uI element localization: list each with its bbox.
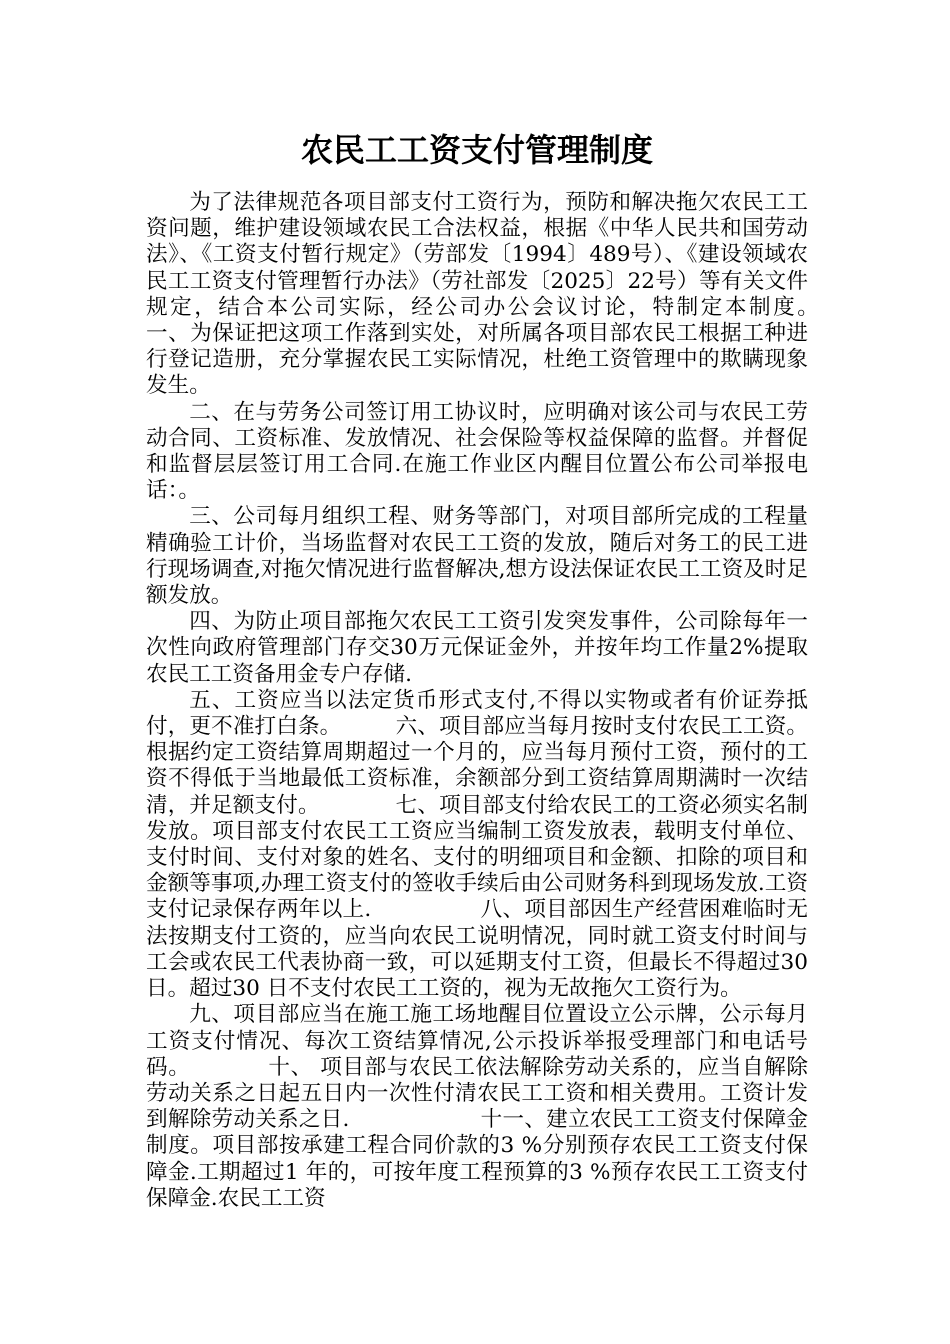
paragraph-intro: 为了法律规范各项目部支付工资行为，预防和解决拖欠农民工工资问题，维护建设领域农民工合法权益，根据《中华人民共和国劳动法》、《工资支付暂行规定》（劳部发〔1994〕489号）、《建设领域农民工工资支付管理暂行办法》（劳社部发〔2025〕22号）等有关文件规定，结合本公司实际，经公司办公会议讨论，特制定本制度。 一、为保证把这项工作落到实处，对所属各项目部农民工根据工种进行登记造册，充分掌握农民工实际情况，杜绝工资管理中的欺瞒现象发生。 bbox=[146, 190, 895, 399]
paragraph-article-2: 二、在与劳务公司签订用工协议时，应明确对该公司与农民工劳动合同、工资标准、发放情况、社会保险等权益保障的监督。并督促和监督层层签订用工合同.在施工作业区内醒目位置公布公司举报电话：。 bbox=[146, 399, 808, 504]
paragraph-article-5-8: 五、工资应当以法定货币形式支付,不得以实物或者有价证券抵付，更不准打白条。 六、项目部应当每月按时支付农民工工资。根据约定工资结算周期超过一个月的，应当每月预付工资，预付的工资不得低于当地最低工资标准，余额部分到工资结算周期满时一次结清，并足额支付。 七、项目部支付给农民工的工资必须实名制发放。项目部支付农民工工资应当编制工资发放表，载明支付单位、支付时间、支付对象的姓名、支付的明细项目和金额、扣除的项目和金额等事项,办理工资支付的签收手续后由公司财务科到现场发放.工资支付记录保存两年以上. 八、项目部因生产经营困难临时无法按期支付工资的，应当向农民工说明情况，同时就工资支付时间与工会或农民工代表协商一致，可以延期支付工资，但最长不得超过30 日。超过30 日不支付农民工工资的，视为无故拖欠工资行为。 bbox=[146, 687, 808, 1002]
paragraph-article-3: 三、公司每月组织工程、财务等部门，对项目部所完成的工程量精确验工计价，当场监督对农民工工资的发放，随后对务工的民工进行现场调查,对拖欠情况进行监督解决,想方设法保证农民工工资及时足额发放。 bbox=[146, 504, 808, 609]
paragraph-article-9-11: 九、项目部应当在施工施工场地醒目位置设立公示牌，公示每月工资支付情况、每次工资结算情况,公示投诉举报受理部门和电话号码。 十、 项目部与农民工依法解除劳动关系的，应当自解除劳动关系之日起五日内一次性付清农民工工资和相关费用。工资计发到解除劳动关系之日. 十一、建立农民工工资支付保障金制度。项目部按承建工程合同价款的3 %分别预存农民工工资支付保障金.工期超过1 年的，可按年度工程预算的3 %预存农民工工资支付保障金.农民工工资 bbox=[146, 1002, 808, 1211]
document-page bbox=[146, 120, 895, 1212]
document-title: 农民工工资支付管理制度 bbox=[300, 131, 653, 169]
paragraph-article-4: 四、为防止项目部拖欠农民工工资引发突发事件，公司除每年一次性向政府管理部门存交30万元保证金外，并按年均工作量2%提取农民工工资备用金专户存储. bbox=[146, 609, 808, 687]
